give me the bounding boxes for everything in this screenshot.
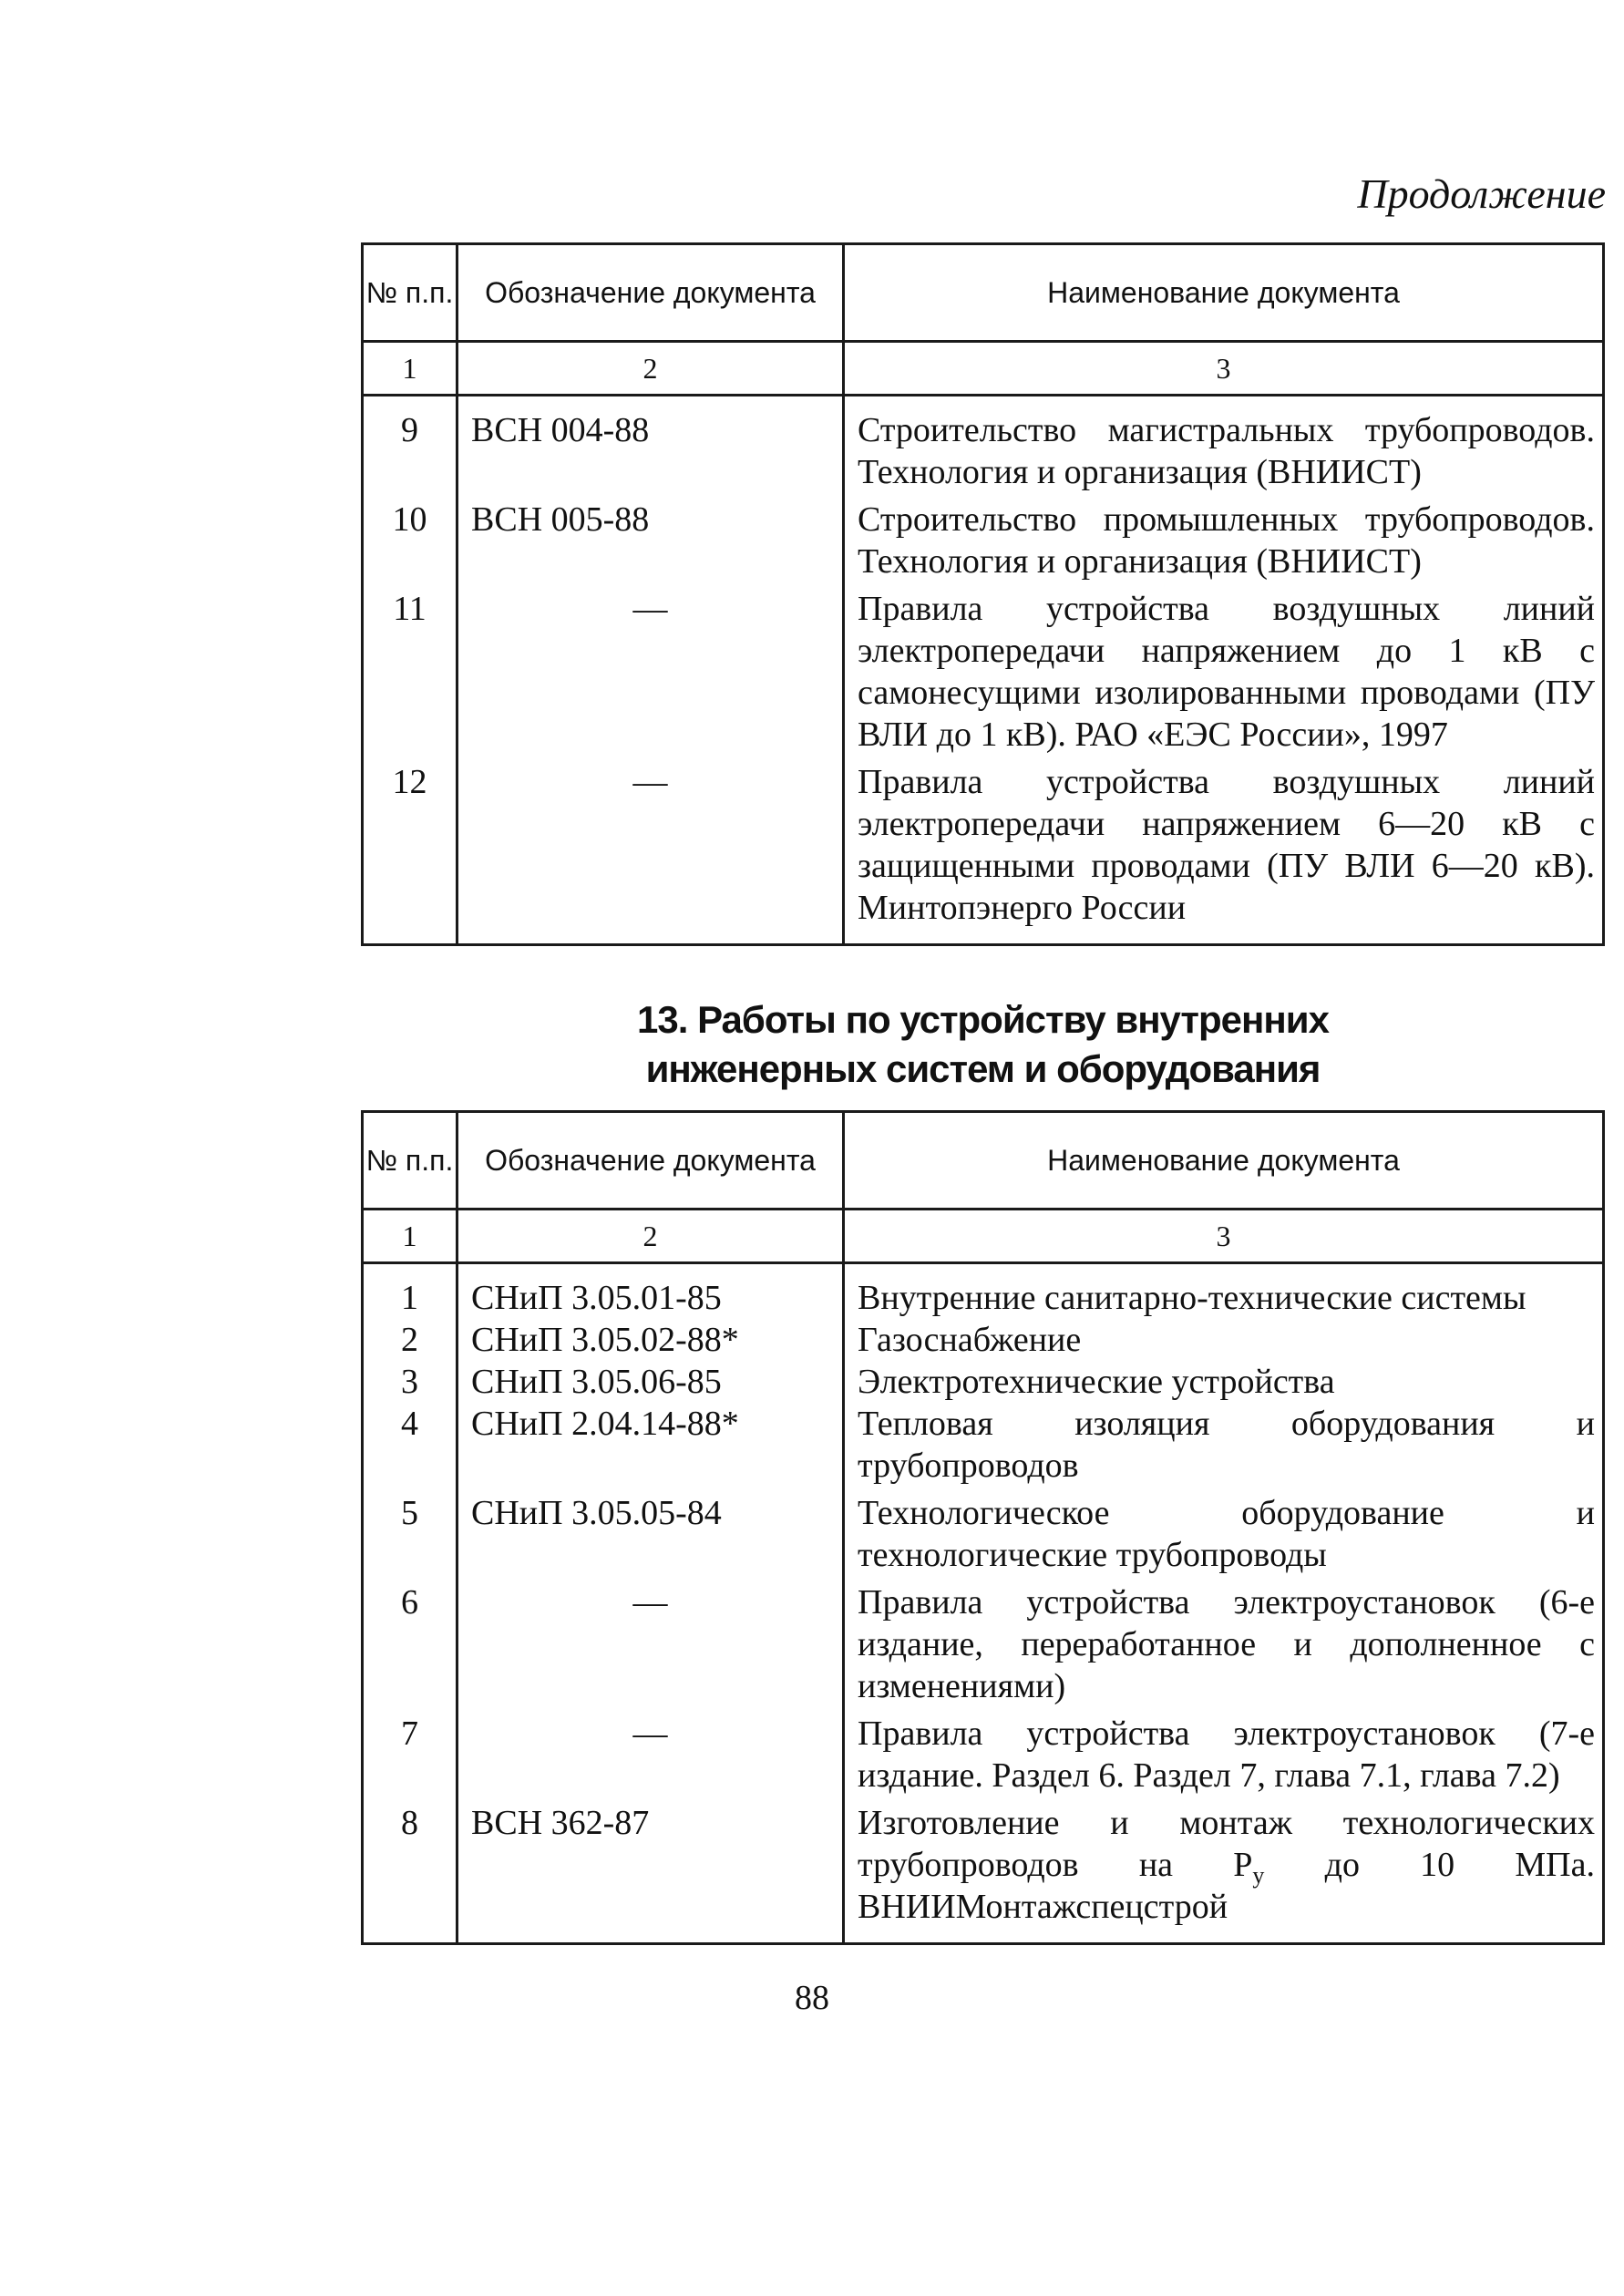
table-row <box>363 1581 1604 1713</box>
document-name <box>844 1802 1604 1944</box>
row-number: 1 <box>363 1263 457 1320</box>
column-header-num: № п.п. <box>363 244 457 342</box>
document-code: — <box>457 588 844 761</box>
row-number: 8 <box>363 1802 457 1944</box>
row-number: 9 <box>363 396 457 499</box>
documents-table-1 <box>361 242 1605 946</box>
document-name: Тепловая изоляция оборудования и трубопроводов <box>844 1403 1604 1492</box>
section-title-line-2: инженерных систем и оборудования <box>645 1047 1321 1090</box>
document-code: СНиП 3.05.02-88* <box>457 1319 844 1361</box>
document-code: СНиП 2.04.14-88* <box>457 1403 844 1492</box>
document-name: Правила устройства электроустановок (7-е издание. Раздел 6. Раздел 7, глава 7.1, глава 7.2) <box>844 1713 1604 1802</box>
table-row <box>363 1713 1604 1802</box>
table-row <box>363 1319 1604 1361</box>
document-code: СНиП 3.05.06-85 <box>457 1361 844 1403</box>
documents-table-2 <box>361 1110 1605 1945</box>
column-index-1: 1 <box>363 1210 457 1263</box>
column-index-3: 3 <box>844 1210 1604 1263</box>
row-number: 10 <box>363 499 457 588</box>
document-name: Правила устройства электроустановок (6-е издание, переработанное и дополненное с изменениями) <box>844 1581 1604 1713</box>
document-name-part: до 10 МПа. ВНИИМонтажспецстрой <box>858 1846 1595 1926</box>
row-number: 4 <box>363 1403 457 1492</box>
row-number: 2 <box>363 1319 457 1361</box>
document-name: Внутренние санитарно-технические системы <box>844 1263 1604 1320</box>
column-header-name: Наименование документа <box>844 1112 1604 1210</box>
table-row <box>363 1361 1604 1403</box>
column-index-1: 1 <box>363 342 457 396</box>
column-index-2: 2 <box>457 1210 844 1263</box>
document-name-part: Изготовление и монтаж технологических трубопроводов на Р <box>858 1804 1595 1884</box>
column-header-num: № п.п. <box>363 1112 457 1210</box>
column-index-2: 2 <box>457 342 844 396</box>
column-header-code: Обозначение документа <box>457 1112 844 1210</box>
row-number: 11 <box>363 588 457 761</box>
column-index-3: 3 <box>844 342 1604 396</box>
page-number: 88 <box>795 1979 829 2017</box>
table-row <box>363 588 1604 761</box>
document-name: Газоснабжение <box>844 1319 1604 1361</box>
row-number: 7 <box>363 1713 457 1802</box>
document-name: Строительство промышленных трубопроводов. Технология и организация (ВНИИСТ) <box>844 499 1604 588</box>
subscript-y: у <box>1252 1862 1265 1889</box>
document-name: Правила устройства воздушных линий электропередачи напряжением 6—20 кВ с защищенными проводами (ПУ ВЛИ 6—20 кВ). Минтопэнерго России <box>844 761 1604 945</box>
row-number: 6 <box>363 1581 457 1713</box>
document-code: СНиП 3.05.01-85 <box>457 1263 844 1320</box>
table-row <box>363 1263 1604 1320</box>
document-code: СНиП 3.05.05-84 <box>457 1492 844 1581</box>
document-code: — <box>457 1713 844 1802</box>
table-row <box>363 396 1604 499</box>
table-row <box>363 499 1604 588</box>
document-name: Правила устройства воздушных линий электропередачи напряжением до 1 кВ с самонесущими изолированными проводами (ПУ ВЛИ до 1 кВ). РАО «ЕЭС России», 1997 <box>844 588 1604 761</box>
table-row <box>363 1802 1604 1944</box>
table-row <box>363 1403 1604 1492</box>
document-name: Электротехнические устройства <box>844 1361 1604 1403</box>
row-number: 5 <box>363 1492 457 1581</box>
row-number: 3 <box>363 1361 457 1403</box>
document-code: ВСН 005-88 <box>457 499 844 588</box>
document-name: Технологическое оборудование и технологические трубопроводы <box>844 1492 1604 1581</box>
document-name: Строительство магистральных трубопроводов. Технология и организация (ВНИИСТ) <box>844 396 1604 499</box>
document-code: ВСН 362-87 <box>457 1802 844 1944</box>
section-title <box>361 995 1605 1094</box>
table-row <box>363 1492 1604 1581</box>
column-header-name: Наименование документа <box>844 244 1604 342</box>
document-code: ВСН 004-88 <box>457 396 844 499</box>
document-code: — <box>457 1581 844 1713</box>
column-header-code: Обозначение документа <box>457 244 844 342</box>
document-code: — <box>457 761 844 945</box>
table-row <box>363 761 1604 945</box>
row-number: 12 <box>363 761 457 945</box>
section-title-line-1: 13. Работы по устройству внутренних <box>637 998 1329 1041</box>
continuation-label: Продолжение <box>1357 170 1606 217</box>
